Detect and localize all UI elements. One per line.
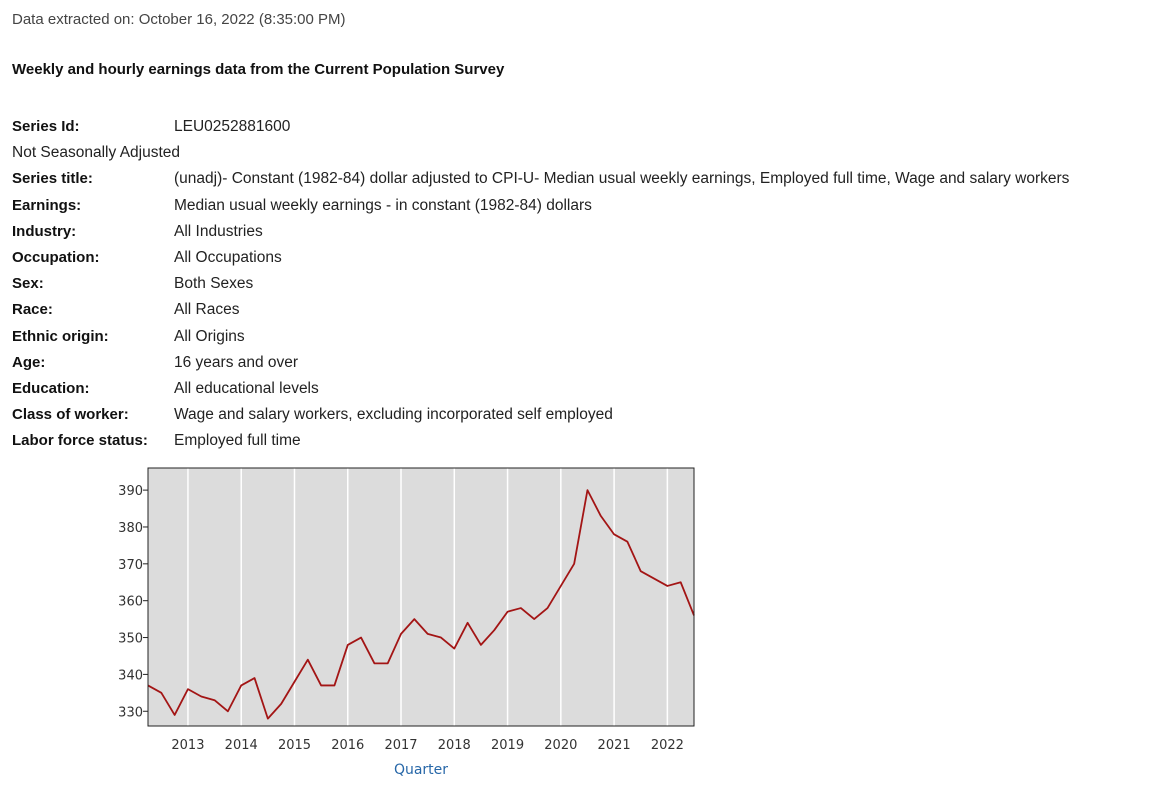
y-tick-label-360: 360 [118,594,143,610]
industry-label: Industry: [12,222,77,240]
labor-force-status-value: Employed full time [174,432,301,450]
x-tick-label-2015: 2015 [277,738,312,753]
series-title-label: Series title: [12,170,93,188]
x-tick-label-2021: 2021 [597,738,631,753]
y-tick-label-340: 340 [118,668,143,684]
age-label: Age: [12,353,46,371]
class-of-worker-row [12,405,1069,431]
sex-row [12,274,1069,300]
ethnic-origin-label: Ethnic origin: [12,327,109,345]
y-tick-label-350: 350 [118,631,143,647]
sex-value: Both Sexes [174,275,254,293]
occupation-value: All Occupations [174,248,282,266]
x-tick-label-2022: 2022 [650,738,684,753]
ethnic-origin-value: All Origins [174,327,245,345]
labor-force-status-label: Labor force status: [12,432,148,450]
race-value: All Races [174,301,240,319]
earnings-label: Earnings: [12,196,82,214]
y-tick-label-390: 390 [118,484,143,500]
ethnic-origin-row [12,327,1069,353]
seasonal-adjustment-text: Not Seasonally Adjusted [12,144,181,162]
x-tick-label-2013: 2013 [171,738,205,753]
occupation-label: Occupation: [12,248,100,266]
y-tick-label-370: 370 [118,557,143,573]
age-value: 16 years and over [174,353,299,371]
plot-area [148,468,694,726]
series-title-row [12,169,1069,195]
industry-value: All Industries [174,222,263,240]
labor-force-status-row [12,431,1069,457]
x-axis [171,738,684,753]
class-of-worker-value: Wage and salary workers, excluding incorporated self employed [174,406,613,424]
education-label: Education: [12,379,90,397]
seasonal-adjustment-row [12,143,1069,169]
industry-row [12,222,1069,248]
race-label: Race: [12,301,53,319]
class-of-worker-label: Class of worker: [12,406,129,424]
x-tick-label-2017: 2017 [384,738,418,753]
education-row [12,379,1069,405]
x-tick-label-2014: 2014 [224,738,258,753]
y-tick-label-330: 330 [118,705,143,721]
y-axis [118,484,148,720]
series-id-row [12,117,1069,143]
x-tick-label-2016: 2016 [331,738,365,753]
series-id-value: LEU0252881600 [174,118,291,135]
education-value: All educational levels [174,379,319,397]
series-info-table [12,117,1069,457]
page-title: Weekly and hourly earnings data from the Current Population Survey [12,61,505,78]
data-extracted-text: Data extracted on: October 16, 2022 (8:35:00 PM) [12,11,346,28]
x-tick-label-2018: 2018 [437,738,471,753]
earnings-value: Median usual weekly earnings - in constant (1982-84) dollars [174,196,592,214]
x-tick-label-2019: 2019 [491,738,525,753]
series-id-label: Series Id: [12,118,80,135]
earnings-row [12,196,1069,222]
x-tick-label-2020: 2020 [544,738,578,753]
age-row [12,353,1069,379]
x-axis-title: Quarter [393,762,449,778]
series-title-value: (unadj)- Constant (1982-84) dollar adjusted to CPI-U- Median usual weekly earnings, Employed full time, Wage and salary workers [174,170,1070,188]
occupation-row [12,248,1069,274]
earnings-line-chart [95,463,705,781]
sex-label: Sex: [12,275,44,293]
y-tick-label-380: 380 [118,520,143,536]
race-row [12,300,1069,326]
